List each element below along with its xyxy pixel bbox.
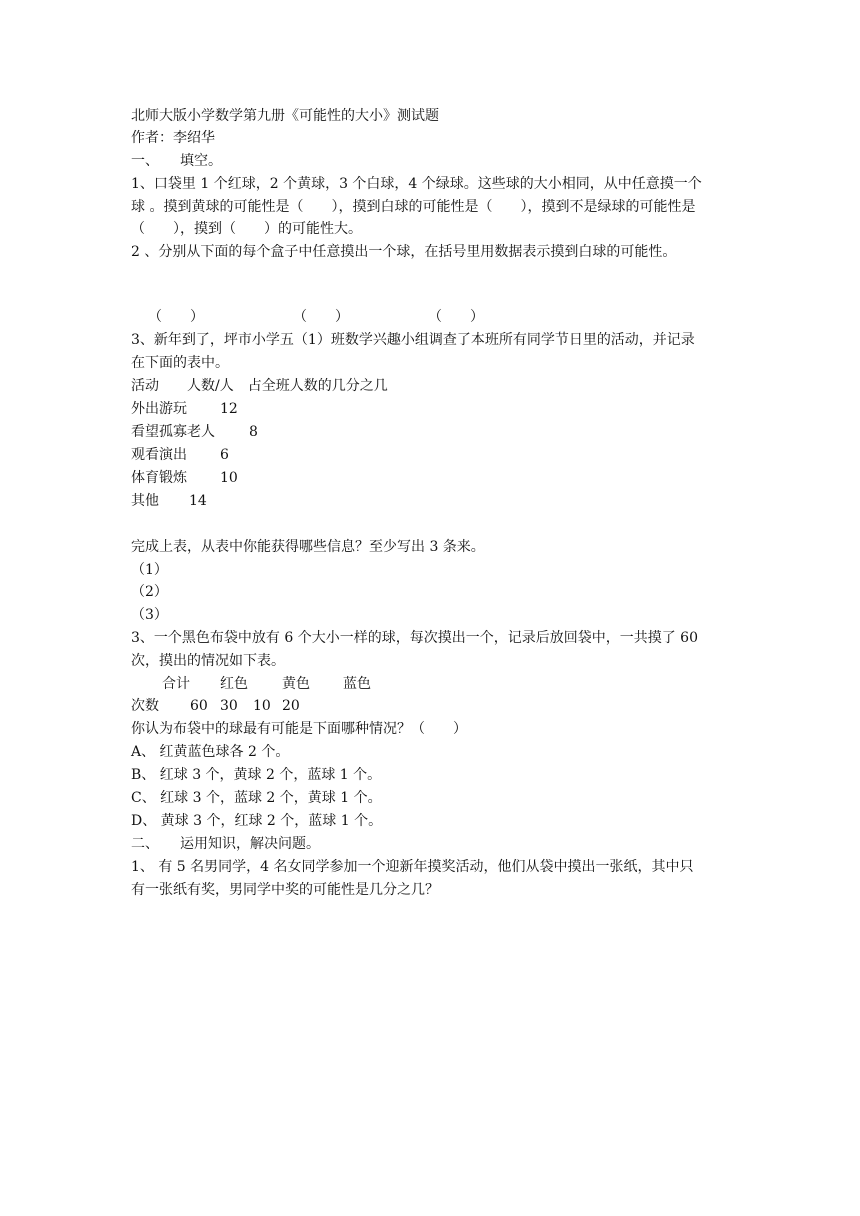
activity-name: 看望孤寡老人 xyxy=(131,424,215,440)
section-2-heading: 二、 运用知识，解决问题。 xyxy=(131,836,320,852)
q3-line-2: 在下面的表中。 xyxy=(131,355,229,371)
draw-table-header: 黄色 xyxy=(282,676,310,692)
activity-count: 8 xyxy=(249,424,258,440)
option-b: B、 红球 3 个，黄球 2 个，蓝球 1 个。 xyxy=(131,767,382,783)
answer-line-1: （1） xyxy=(131,562,168,578)
q4-question: 你认为布袋中的球最有可能是下面哪种情况？（ ） xyxy=(131,721,467,737)
doc-title: 北师大版小学数学第九册《可能性的大小》测试题 xyxy=(131,108,439,124)
draw-table-header: 蓝色 xyxy=(343,676,371,692)
option-c: C、 红球 3 个，蓝球 2 个，黄球 1 个。 xyxy=(131,790,382,806)
draw-table-value: 30 xyxy=(220,698,238,714)
q1-line-2: 球 。摸到黄球的可能性是（ ），摸到白球的可能性是（ ），摸到不是绿球的可能性是 xyxy=(131,199,696,215)
q3-line-1: 3、新年到了，坪市小学五（1）班数学兴趣小组调查了本班所有同学节日里的活动，并记录 xyxy=(131,332,695,348)
q2-blank-1: （ ） xyxy=(148,309,204,325)
draw-table-value: 10 xyxy=(253,698,271,714)
activity-name: 其他 xyxy=(131,493,159,509)
draw-table-value: 60 xyxy=(190,698,208,714)
activity-count: 14 xyxy=(189,493,207,509)
q2-text: 2 、分别从下面的每个盒子中任意摸出一个球，在括号里用数据表示摸到白球的可能性。 xyxy=(131,244,677,260)
activity-name: 体育锻炼 xyxy=(131,470,187,486)
p1-line-1: 1、 有 5 名男同学，4 名女同学参加一个迎新年摸奖活动，他们从袋中摸出一张纸，其中只 xyxy=(131,859,694,875)
q4-line-1: 3、一个黑色布袋中放有 6 个大小一样的球，每次摸出一个，记录后放回袋中，一共摸了 60 xyxy=(131,630,698,646)
q3-prompt: 完成上表，从表中你能获得哪些信息？至少写出 3 条来。 xyxy=(131,539,485,555)
q4-line-2: 次，摸出的情况如下表。 xyxy=(131,653,285,669)
draw-table-value: 20 xyxy=(282,698,300,714)
option-d: D、 黄球 3 个，红球 2 个，蓝球 1 个。 xyxy=(131,813,383,829)
q2-blank-2: （ ） xyxy=(293,309,349,325)
activity-table-header: 活动 人数/人 占全班人数的几分之几 xyxy=(131,378,388,394)
q1-line-1: 1、口袋里 1 个红球，2 个黄球，3 个白球，4 个绿球。这些球的大小相同，从中任意摸一个 xyxy=(131,176,702,192)
activity-count: 10 xyxy=(220,470,238,486)
draw-table-header: 合计 xyxy=(162,676,190,692)
activity-count: 6 xyxy=(220,447,229,463)
draw-table-row-label: 次数 xyxy=(131,698,159,714)
option-a: A、 红黄蓝色球各 2 个。 xyxy=(131,744,290,760)
q1-line-3: （ ），摸到（ ）的可能性大。 xyxy=(131,221,362,237)
section-1-heading: 一、 填空。 xyxy=(131,153,222,169)
activity-name: 外出游玩 xyxy=(131,401,187,417)
doc-author: 作者：李绍华 xyxy=(131,130,215,146)
draw-table-header: 红色 xyxy=(220,676,248,692)
p1-line-2: 有一张纸有奖，男同学中奖的可能性是几分之几？ xyxy=(131,882,439,898)
activity-count: 12 xyxy=(220,401,238,417)
answer-line-3: （3） xyxy=(131,607,168,623)
q2-blank-3: （ ） xyxy=(428,309,484,325)
answer-line-2: （2） xyxy=(131,584,168,600)
activity-name: 观看演出 xyxy=(131,447,187,463)
